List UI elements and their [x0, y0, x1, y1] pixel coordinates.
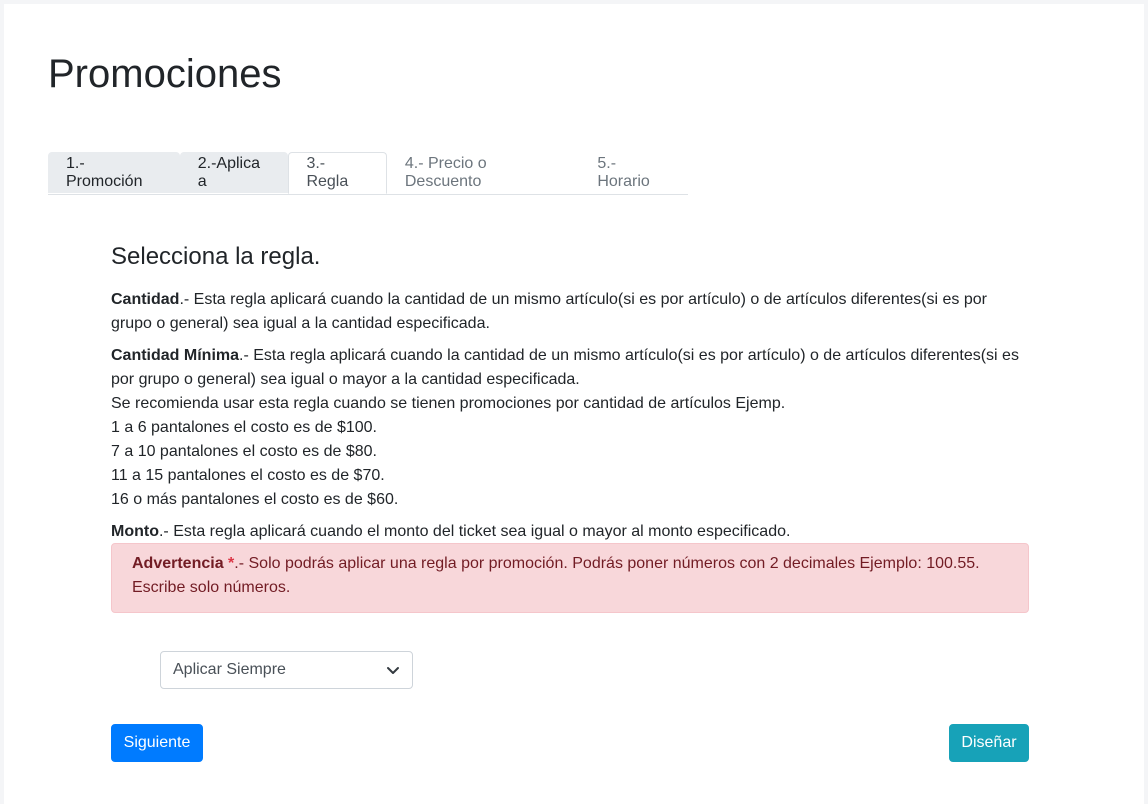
- example-line: 7 a 10 pantalones el costo es de $80.: [111, 443, 377, 460]
- tab-label: 2.-Aplica a: [197, 154, 260, 190]
- rule-recommendation: Se recomienda usar esta regla cuando se tienen promociones por cantidad de artículos Ejemp.: [111, 395, 786, 412]
- rule-monto: [111, 520, 1029, 544]
- tab-label: 4.- Precio o Descuento: [404, 154, 487, 190]
- button-label: Diseñar: [961, 734, 1017, 751]
- rule-cantidad-minima: [111, 344, 1029, 512]
- rule-description: .- Esta regla aplicará cuando la cantidad de un mismo artículo(si es por artículo) o de artículos diferentes(si es por grupo o general) sea igual o mayor a la cantidad especificada.: [111, 347, 1019, 388]
- next-button[interactable]: [111, 724, 203, 762]
- tab-horario[interactable]: [579, 152, 688, 193]
- button-label: Siguiente: [123, 734, 191, 751]
- tab-promocion[interactable]: [48, 152, 180, 193]
- rule-cantidad: [111, 288, 1029, 336]
- wizard-tabs: [48, 152, 688, 195]
- tab-regla[interactable]: [288, 152, 386, 194]
- required-star: *: [228, 555, 235, 572]
- alert-title: Advertencia: [132, 555, 224, 572]
- rule-term: Cantidad Mínima: [111, 347, 240, 364]
- tab-label: 3.- Regla: [306, 155, 349, 190]
- alert-text: .- Solo podrás aplicar una regla por promoción. Podrás poner números con 2 decimales Ejemplo: 100.55.: [234, 555, 980, 572]
- rule-select[interactable]: [160, 651, 413, 689]
- chevron-down-icon: [386, 663, 400, 677]
- tab-precio-descuento[interactable]: [387, 152, 579, 193]
- example-line: 1 a 6 pantalones el costo es de $100.: [111, 419, 377, 436]
- tab-label: 1.- Promoción: [66, 154, 143, 190]
- design-button[interactable]: [949, 724, 1029, 762]
- select-value: Aplicar Siempre: [173, 661, 286, 678]
- alert-text-2: Escribe solo números.: [132, 579, 291, 596]
- rule-content: [111, 240, 1029, 552]
- rule-term: Cantidad: [111, 291, 180, 308]
- tab-aplica-a[interactable]: [180, 152, 289, 193]
- rule-description: .- Esta regla aplicará cuando la cantidad de un mismo artículo(si es por artículo) o de artículos diferentes(si es por grupo o general) sea igual a la cantidad especificada.: [111, 291, 987, 332]
- tab-label: 5.- Horario: [597, 154, 650, 190]
- example-line: 11 a 15 pantalones el costo es de $70.: [111, 467, 385, 484]
- example-line: 16 o más pantalones el costo es de $60.: [111, 491, 399, 508]
- warning-alert: [111, 543, 1029, 613]
- section-title: Selecciona la regla.: [111, 243, 321, 270]
- page-title: Promociones: [48, 52, 282, 96]
- rule-description: .- Esta regla aplicará cuando el monto del ticket sea igual o mayor al monto especificado.: [158, 523, 791, 540]
- rule-term: Monto: [111, 523, 159, 540]
